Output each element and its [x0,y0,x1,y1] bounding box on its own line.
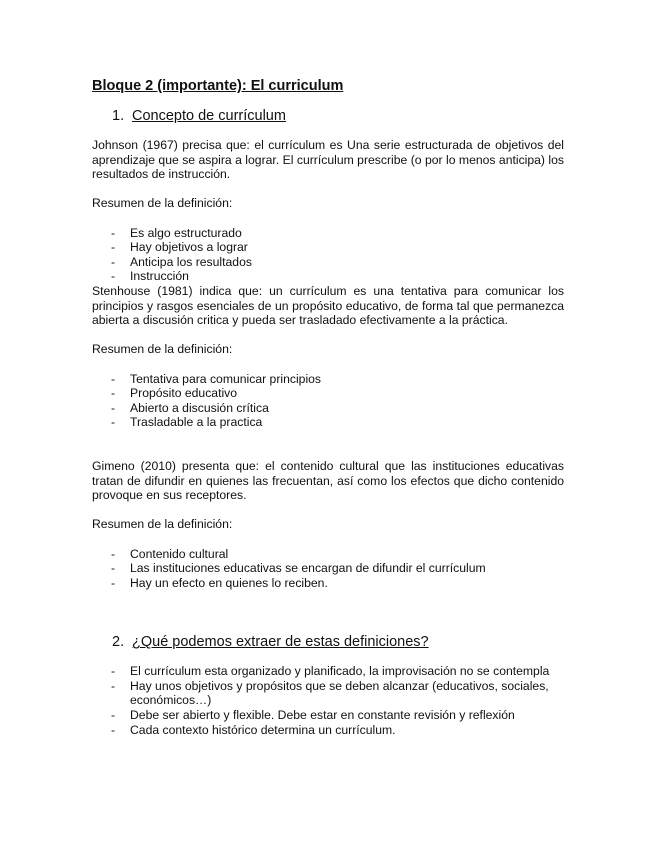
section-2-title: ¿Qué podemos extraer de estas definiciones? [132,634,429,651]
list-item: - Tentativa para comunicar principios [111,371,322,386]
list-item: - Abierto a discusión crítica [111,400,269,415]
gimeno-paragraph: Gimeno (2010) presenta que: el contenido cultural que las instituciones educativas tratan de difundir en quienes las frecuentan, así como los efectos que dicho contenido provoque en sus receptores. [92,459,564,503]
section-1-title: Concepto de currículum [132,108,286,124]
gimeno-summary-label: Resumen de la definición: [92,517,233,532]
document-title: Bloque 2 (importante): El curriculum [92,78,344,94]
list-item: - Trasladable a la practica [111,415,263,430]
section-2-list [92,664,564,737]
stenhouse-paragraph: Stenhouse (1981) indica que: un currículum es una tentativa para comunicar los principios y rasgos esenciales de un propósito educativo, de forma tal que permanezca abierta a discusión critica y pueda ser trasladado efectivamente a la práctica. [92,283,564,328]
list-item: - Es algo estructurado [111,225,242,240]
list-item: - Instrucción [111,269,189,284]
section-1-number: 1. [112,108,125,124]
gimeno-summary-list [92,547,564,591]
johnson-paragraph: Johnson (1967) precisa que: el currículum es Una serie estructurada de objetivos del aprendizaje que se aspira a lograr. El currículum prescribe (o por lo menos anticipa) los resultados de instrucción. [92,138,564,182]
johnson-summary-label: Resumen de la definición: [92,196,233,211]
document-page [92,78,564,737]
list-item: - Las instituciones educativas se encargan de difundir el currículum [111,561,486,576]
list-item: - El currículum esta organizado y planificado, la improvisación no se contempla [111,664,550,679]
stenhouse-summary-list [92,372,564,430]
list-item: - Hay objetivos a lograr [111,240,248,255]
section-2-number: 2. [112,634,125,651]
section-2-heading [112,634,564,650]
johnson-summary-list [92,226,564,284]
list-item: - Hay un efecto en quienes lo reciben. [111,575,328,590]
section-1-heading [112,108,564,124]
stenhouse-summary-label: Resumen de la definición: [92,342,233,357]
list-item: - Contenido cultural [111,546,229,561]
list-item: - Anticipa los resultados [111,254,252,269]
list-item: - Debe ser abierto y flexible. Debe estar en constante revisión y reflexión [111,707,515,722]
list-item: - Hay unos objetivos y propósitos que se deben alcanzar (educativos, sociales, económicos…) [111,678,549,708]
list-item: - Propósito educativo [111,386,238,401]
list-item: - Cada contexto histórico determina un currículum. [111,722,396,737]
